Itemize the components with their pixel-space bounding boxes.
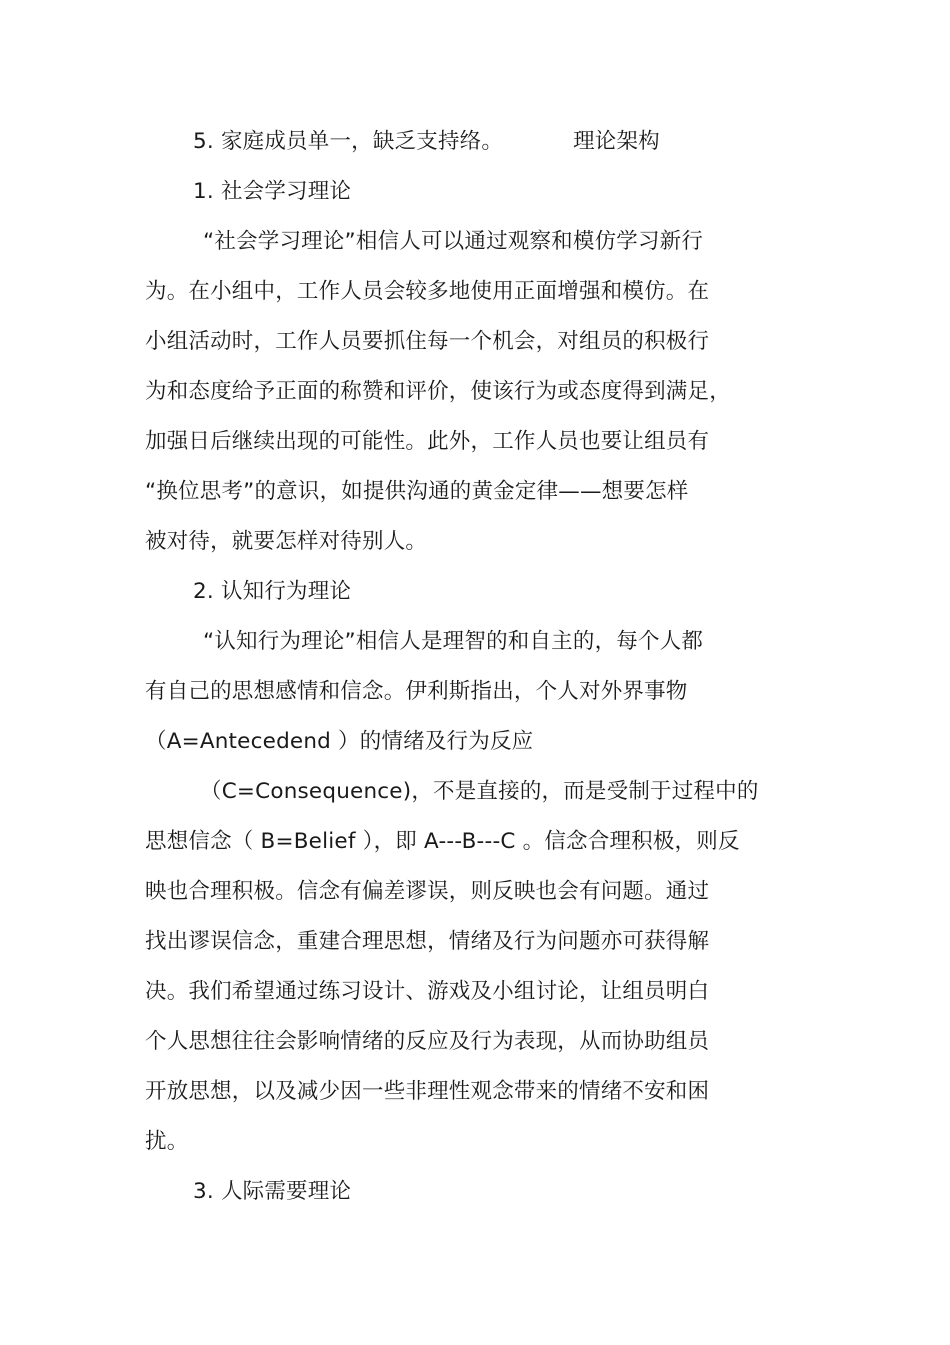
heading-interpersonal-needs: 3. 人际需要理论: [193, 1179, 352, 1204]
paragraph-line: 为。在小组中，工作人员会较多地使用正面增强和模仿。在: [145, 279, 710, 304]
paragraph-line: 有自己的思想感情和信念。伊利斯指出，个人对外界事物: [145, 679, 688, 704]
paragraph-line: “社会学习理论”相信人可以通过观察和模仿学习新行: [203, 229, 704, 254]
paragraph-line: 个人思想往往会影响情绪的反应及行为表现，从而协助组员: [145, 1029, 710, 1054]
paragraph-line: 为和态度给予正面的称赞和评价，使该行为或态度得到满足，: [145, 379, 731, 404]
paragraph-line: （C=Consequence)，不是直接的，而是受制于过程中的: [200, 779, 759, 804]
paragraph-line: 找出谬误信念，重建合理思想，情绪及行为问题亦可获得解: [145, 929, 710, 954]
text-line-1: [193, 127, 660, 157]
paragraph-line: 加强日后继续出现的可能性。此外，工作人员也要让组员有: [145, 429, 710, 454]
paragraph-line: （A=Antecedend ）的情绪及行为反应: [145, 729, 534, 754]
paragraph-line: “换位思考”的意识，如提供沟通的黄金定律——想要怎样: [145, 479, 689, 504]
heading-cognitive-behavioral: 2. 认知行为理论: [193, 579, 352, 604]
paragraph-line: 思想信念（ B=Belief ），即 A---B---C 。信念合理积极，则反: [145, 829, 740, 854]
list-item-5-text: 5. 家庭成员单一，缺乏支持络。: [193, 129, 504, 154]
paragraph-line: 开放思想，以及减少因一些非理性观念带来的情绪不安和困: [145, 1079, 710, 1104]
paragraph-line: 扰。: [145, 1129, 189, 1154]
heading-social-learning: 1. 社会学习理论: [193, 179, 352, 204]
paragraph-line: 映也合理积极。信念有偏差谬误，则反映也会有问题。通过: [145, 879, 710, 904]
paragraph-line: “认知行为理论”相信人是理智的和自主的，每个人都: [203, 629, 704, 654]
section-heading-theory: 理论架构: [573, 129, 660, 154]
paragraph-line: 小组活动时，工作人员要抓住每一个机会，对组员的积极行: [145, 329, 710, 354]
paragraph-line: 决。我们希望通过练习设计、游戏及小组讨论，让组员明白: [145, 979, 710, 1004]
paragraph-line: 被对待，就要怎样对待别人。: [145, 529, 428, 554]
